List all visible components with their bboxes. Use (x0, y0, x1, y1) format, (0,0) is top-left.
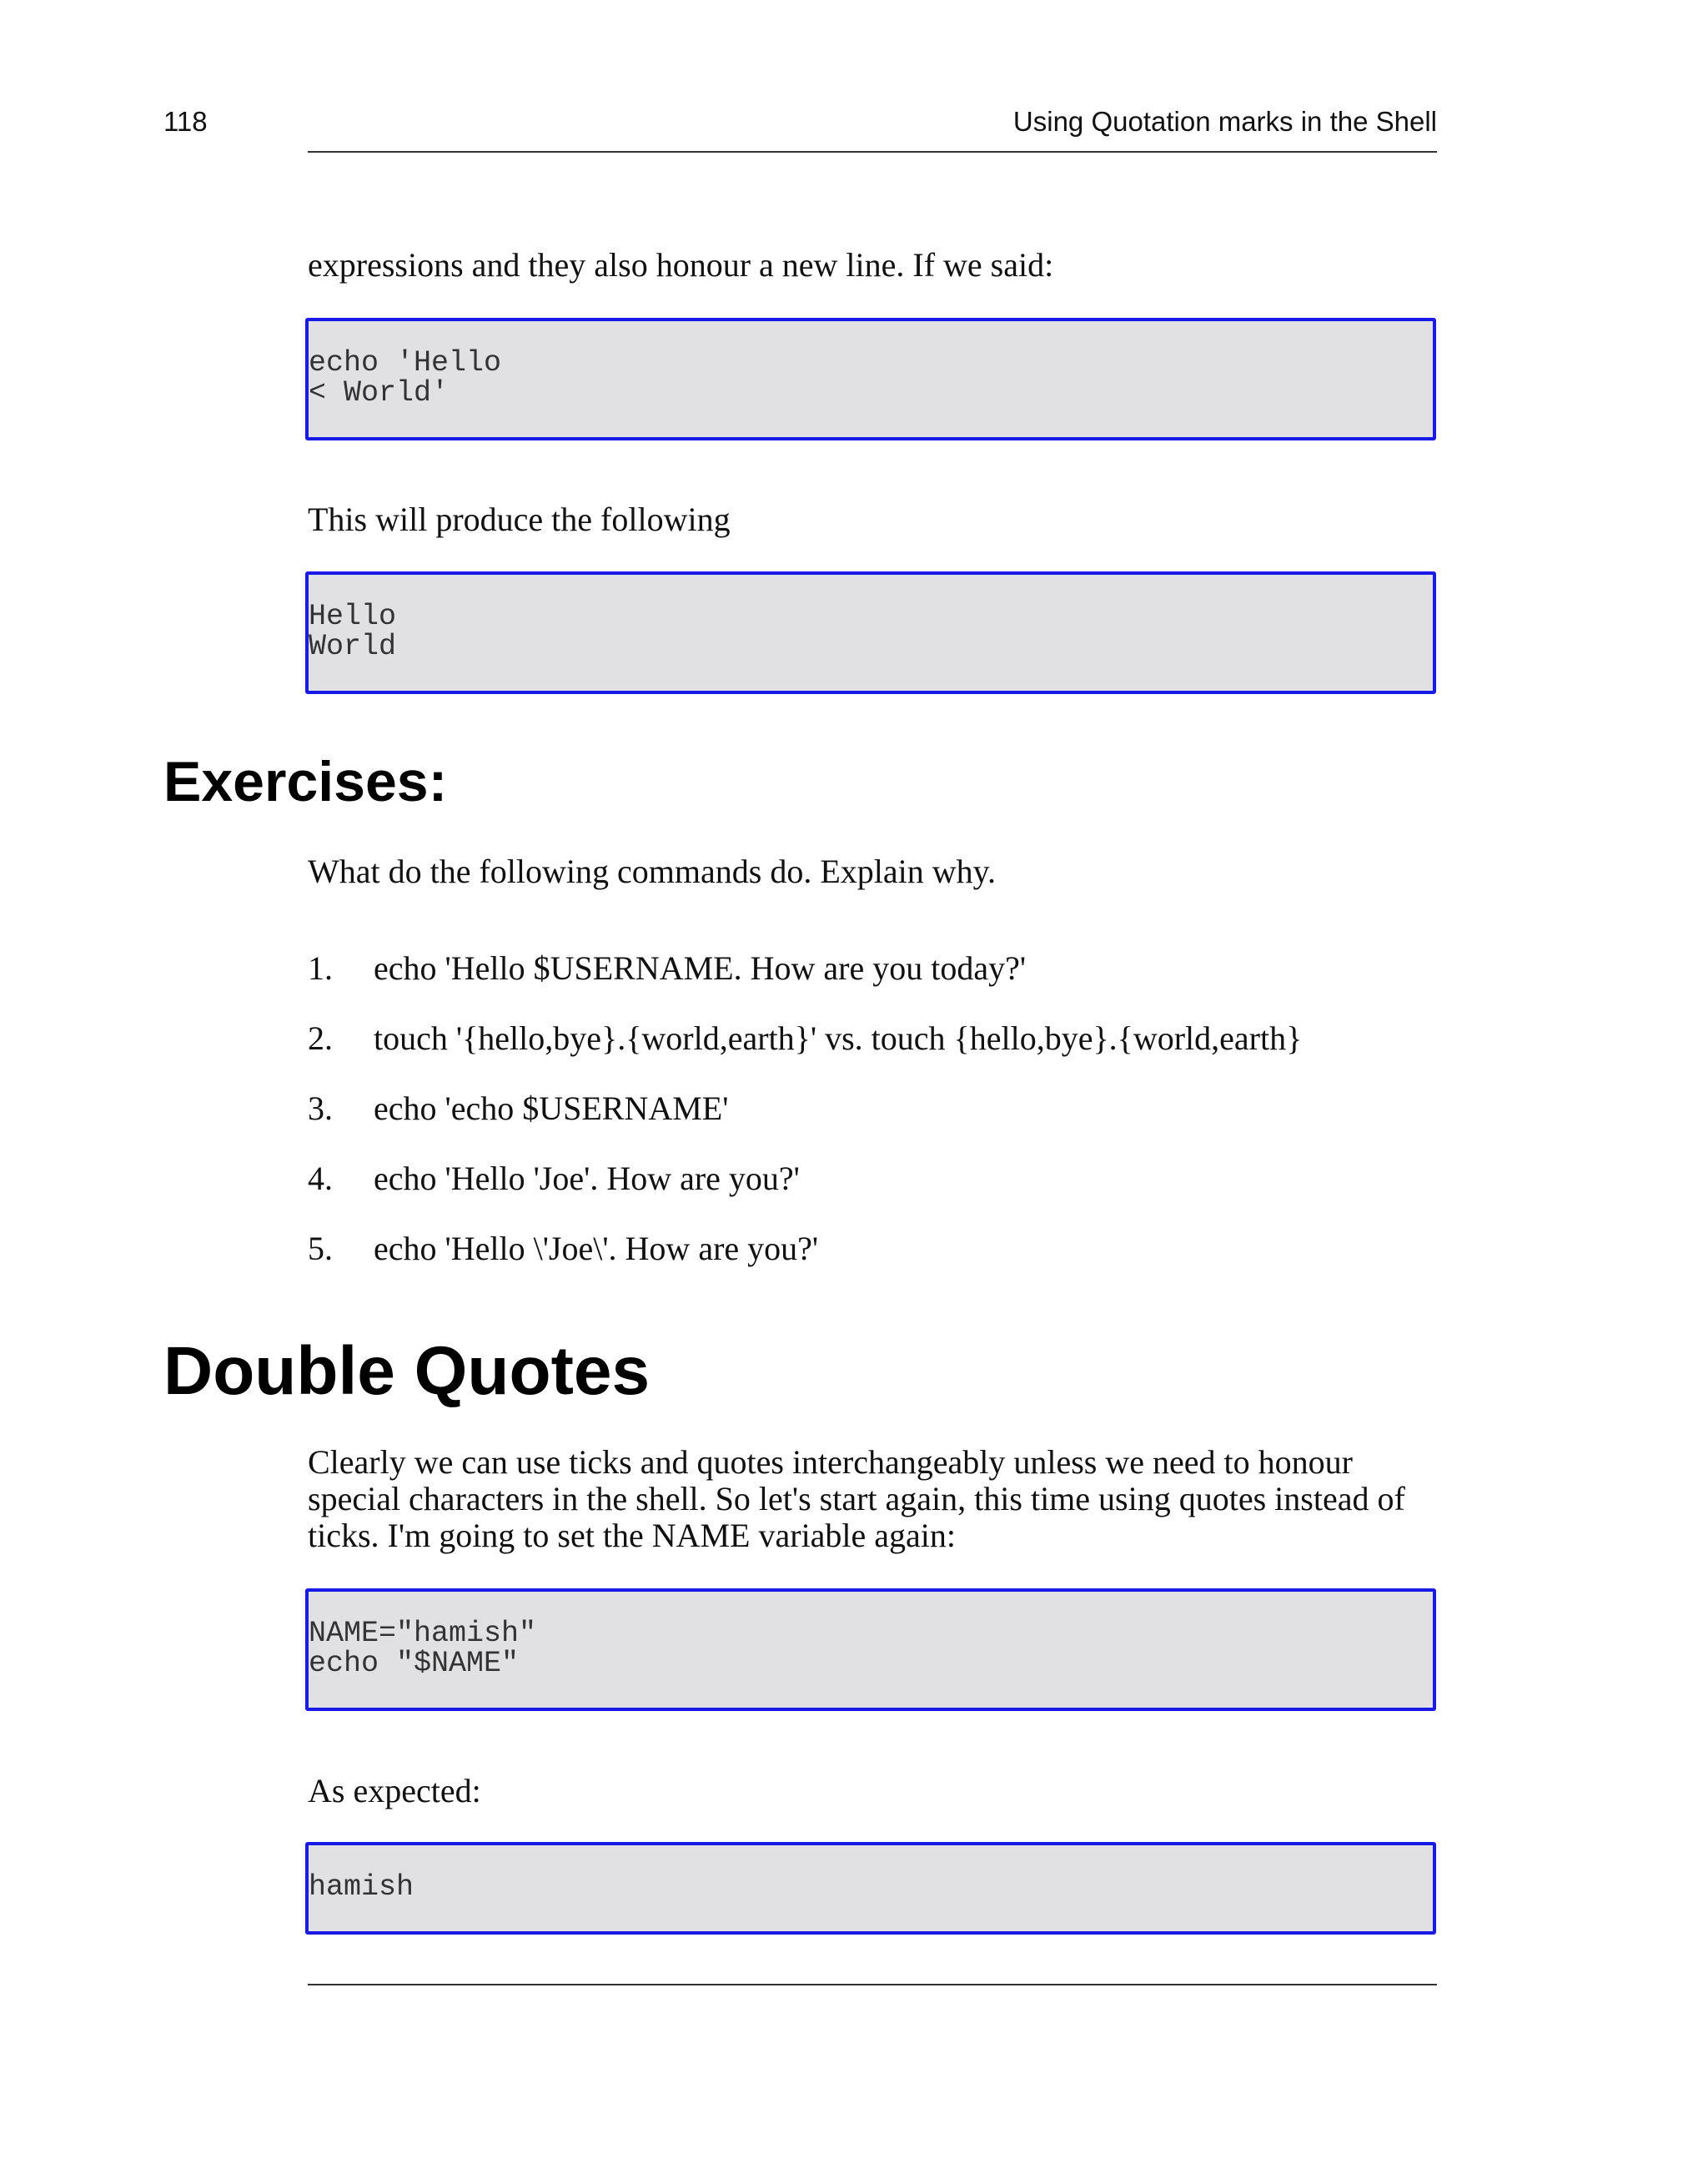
exercise-text: echo 'Hello 'Joe'. How are you?' (374, 1160, 800, 1197)
exercise-list (308, 949, 1437, 1299)
exercise-number: 2. (308, 1019, 333, 1057)
code-block-output-hamish (305, 1842, 1436, 1935)
code-line: NAME="hamish" (309, 1617, 537, 1650)
exercise-number: 3. (308, 1090, 333, 1127)
exercise-item (308, 949, 1437, 1019)
page-number: 118 (163, 106, 208, 137)
exercise-item (308, 1019, 1437, 1089)
expected-paragraph: As expected: (308, 1772, 481, 1809)
exercises-intro: What do the following commands do. Explain why. (308, 853, 997, 890)
exercise-item (308, 1159, 1437, 1229)
intro-paragraph: expressions and they also honour a new line. If we said: (308, 246, 1054, 284)
exercise-item (308, 1089, 1437, 1159)
exercise-text: echo 'Hello \'Joe\'. How are you?' (374, 1230, 819, 1267)
double-quotes-heading: Double Quotes (163, 1333, 651, 1409)
code-line: World (309, 630, 397, 663)
code-block-echo-hello (305, 318, 1436, 440)
exercises-heading: Exercises: (163, 750, 448, 813)
exercise-number: 4. (308, 1160, 333, 1197)
code-block-name-variable (305, 1588, 1436, 1711)
exercise-item (308, 1229, 1437, 1299)
code-line: < World' (309, 376, 450, 410)
header-rule (308, 151, 1437, 153)
footer-rule (308, 1984, 1437, 1985)
double-quotes-paragraph (308, 1444, 1437, 1554)
exercise-number: 5. (308, 1230, 333, 1267)
exercise-text: echo 'Hello $USERNAME. How are you today?' (374, 949, 1027, 987)
paragraph-line: Clearly we can use ticks and quotes interchangeably unless we need to honour (308, 1443, 1353, 1481)
code-line: echo "$NAME" (309, 1647, 520, 1680)
paragraph-line: special characters in the shell. So let's start again, this time using quotes instead of (308, 1480, 1405, 1517)
code-line: hamish (309, 1870, 414, 1904)
exercise-text: echo 'echo $USERNAME' (374, 1090, 729, 1127)
paragraph-line: ticks. I'm going to set the NAME variable again: (308, 1517, 957, 1554)
exercise-text: touch '{hello,bye}.{world,earth}' vs. touch {hello,bye}.{world,earth} (374, 1019, 1303, 1057)
running-title: Using Quotation marks in the Shell (1012, 106, 1437, 137)
code-line: echo 'Hello (309, 346, 502, 380)
produce-paragraph: This will produce the following (308, 501, 731, 538)
exercise-number: 1. (308, 949, 333, 987)
code-line: Hello (309, 600, 397, 633)
code-block-output-hello-world (305, 571, 1436, 694)
